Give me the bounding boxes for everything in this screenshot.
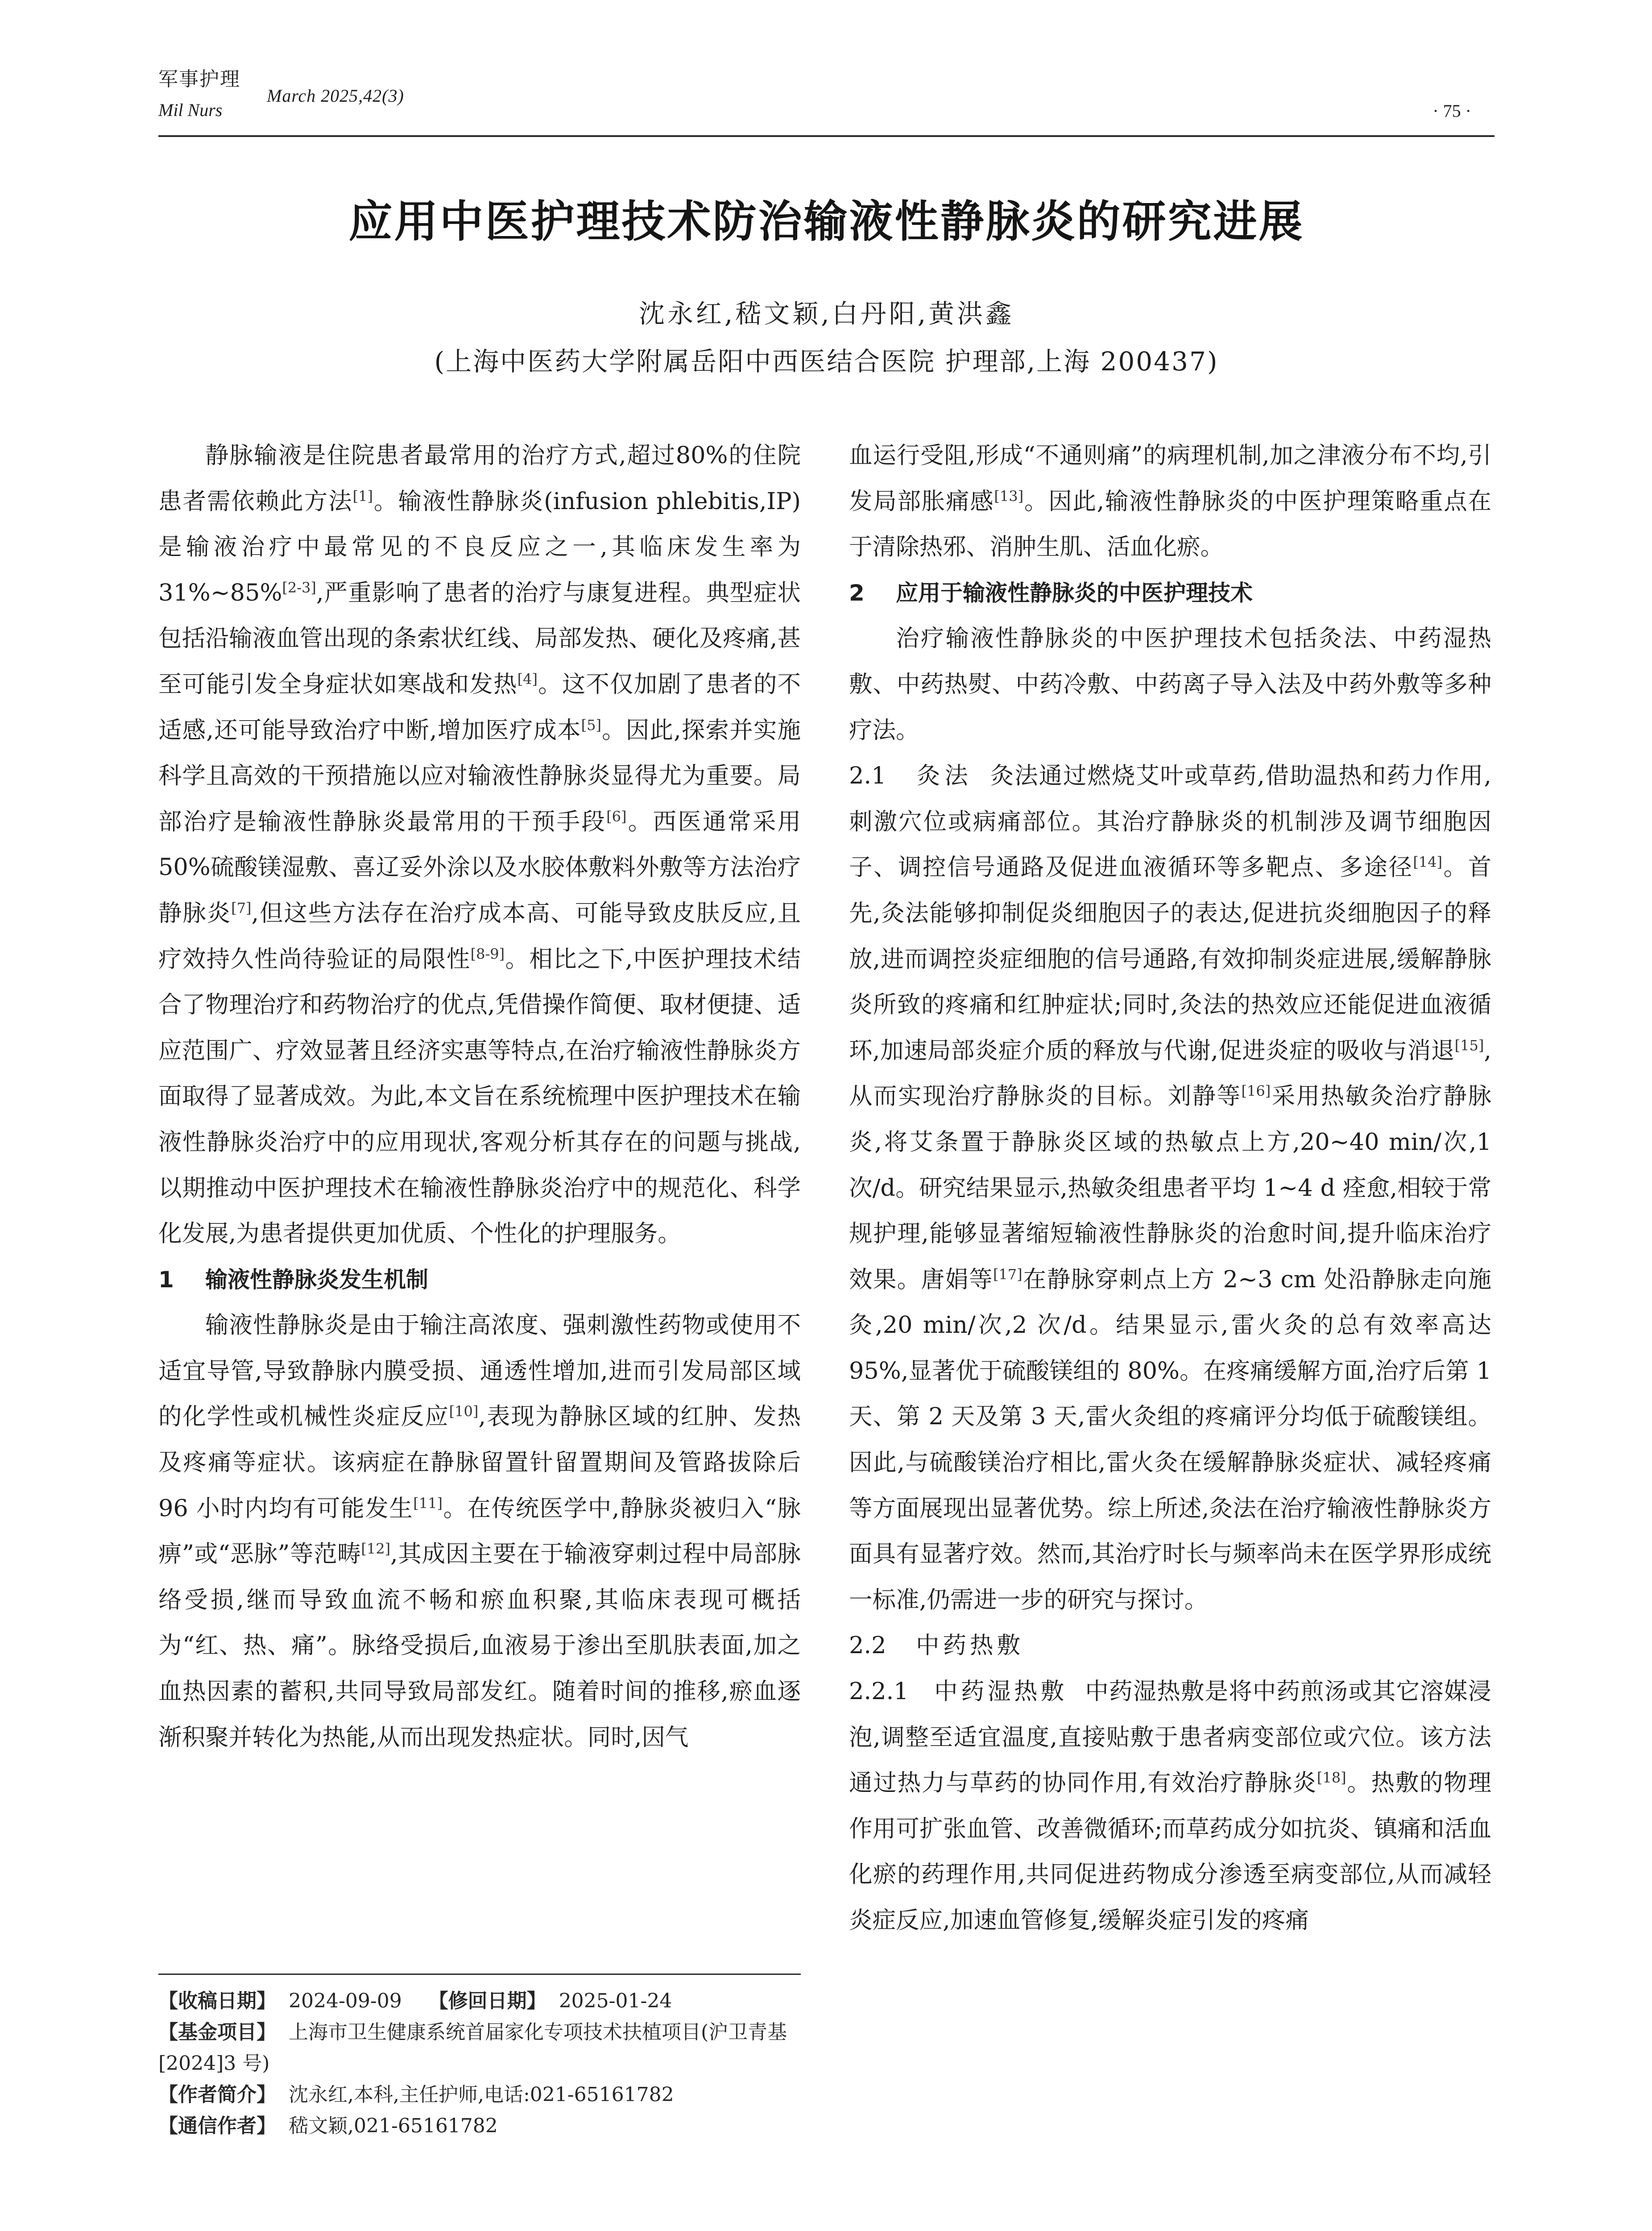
author-affiliation: (上海中医药大学附属岳阳中西医结合医院 护理部,上海 200437) [434,346,1219,377]
subsection-title: 灸法 [916,762,973,790]
text-run: 。相比之下,中医护理技术结合了物理治疗和药物治疗的优点,凭借操作简便、取材便捷、适应范围广、疗效显著且经济实惠等特点,在治疗输液性静脉炎方面取得了显著成效。为此,本文旨在系统梳理中医护理技术在输液性静脉炎治疗中的应用现状,客观分析其存在的问题与挑战,以期推动中医护理技术在输液性静脉炎治疗中的规范化、科学化发展,为患者提供更加优质、个性化的护理服务。 [158,945,801,1248]
text-run: 。热敷的物理作用可扩张血管、改善微循环;而草药成分如抗炎、镇痛和活血化瘀的药理作用,共同促进药物成分渗透至病变部位,从而减轻炎症反应,加速血管修复,缓解炎症引发的疼痛 [849,1769,1491,1934]
text-run: ,但这些方法存在治疗成本高、可能导致皮肤反应,且疗效持久性尚待验证的局限性 [158,899,801,973]
text-run: 。在传统医学中,静脉炎被归入“脉痹”或“恶脉”等范畴 [158,1494,801,1568]
citation[interactable]: [8-9] [470,945,505,962]
author-list: 沈永红,嵇文颖,白丹阳,黄洪鑫 [638,299,1014,329]
text-run: 采用热敏灸治疗静脉炎,将艾条置于静脉炎区域的热敏点上方,20~40 min/次,1 次/d。研究结果显示,热敏灸组患者平均 1~4 d 痊愈,相较于常规护理,能够显著缩短输液性静脉炎的治愈时间,提升临床治疗效果。唐娟等 [849,1082,1491,1293]
citation[interactable]: [12] [361,1540,391,1558]
citation[interactable]: [17] [993,1265,1023,1283]
article-title: 应用中医护理技术防治输液性静脉炎的研究进展 [348,196,1304,247]
section-number: 2 [849,580,865,606]
subsection-number: 2.2 [849,1632,886,1659]
citation[interactable]: [15] [1454,1037,1484,1054]
author-info-row [158,2079,801,2111]
right-column [849,433,1491,1944]
fund-label: 【基金项目】 [158,2021,276,2044]
subsection-number: 2.2.1 [849,1678,909,1705]
text-run: 中药湿热敷是将中药煎汤或其它溶媒浸泡,调整至适宜温度,直接贴敷于患者病变部位或穴位。该方法通过热力与草药的协同作用,有效治疗静脉炎 [849,1678,1491,1797]
text-run: 在静脉穿刺点上方 2~3 cm 处沿静脉走向施灸,20 min/次,2 次/d。结果显示,雷火灸的总有效率高达 95%,显著优于硫酸镁组的 80%。在疼痛缓解方面,治疗后第 1 天、第 2 天及第 3 天,雷火灸组的疼痛评分均低于硫酸镁组。因此,与硫酸镁治疗相比,雷火灸在缓解静脉炎症状、减轻疼痛等方面展现出显著优势。综上所述,灸法在治疗输液性静脉炎方面具有显著疗效。然而,其治疗时长与频率尚未在医学界形成统一标准,仍需进一步的研究与探讨。 [849,1265,1491,1613]
subsection-2-2-1 [849,1669,1491,1944]
citation[interactable]: [6] [606,808,627,825]
date-row [158,1986,801,2017]
citation[interactable]: [1] [352,487,373,505]
citation[interactable]: [5] [581,716,601,734]
subsection-title: 中药热敷 [916,1632,1024,1659]
text-run: 。输液性静脉炎(infusion phlebitis,IP)是输液治疗中最常见的不良反应之一,其临床发生率为 31%~85% [158,487,801,606]
mechanism-paragraph [158,1302,801,1760]
corresponding-row [158,2111,801,2142]
text-run: 输液性静脉炎是由于输注高浓度、强刺激性药物或使用不适宜导管,导致静脉内膜受损、通透性增加,进而引发局部区域的化学性或机械性炎症反应 [158,1311,801,1431]
subsection-2-1 [849,753,1491,1623]
received-date: 2024-09-09 [289,1990,402,2012]
subsection-title: 中药湿热敷 [934,1678,1068,1705]
text-run: 静脉输液是住院患者最常用的治疗方式,超过80%的住院患者需依赖此方法 [158,442,801,515]
author-info-label: 【作者简介】 [158,2083,276,2106]
text-run: 灸法通过燃烧艾叶或草药,借助温热和药力作用,刺激穴位或病痛部位。其治疗静脉炎的机制涉及调节细胞因子、调控信号通路及促进血液循环等多靶点、多途径 [849,762,1491,881]
section-number: 1 [158,1266,174,1293]
corresponding-text: 嵇文颖,021-65161782 [289,2115,498,2137]
left-column [158,433,801,1760]
text-run: 。西医通常采用50%硫酸镁湿敷、喜辽妥外涂以及水胶体敷料外敷等方法治疗静脉炎 [158,808,801,927]
revised-label: 【修回日期】 [428,1990,547,2012]
section-title: 应用于输液性静脉炎的中医护理技术 [896,580,1253,606]
corresponding-label: 【通信作者】 [158,2115,276,2137]
text-run: 血运行受阻,形成“不通则痛”的病理机制,加之津液分布不均,引发局部胀痛感 [849,442,1491,515]
citation[interactable]: [13] [994,487,1024,505]
subsection-number: 2.1 [849,762,886,790]
subsection-2-2 [849,1623,1491,1669]
text-run: 。因此,输液性静脉炎的中医护理策略重点在于清除热邪、消肿生肌、活血化瘀。 [849,487,1491,561]
text-run: 。因此,探索并实施科学且高效的干预措施以应对输液性静脉炎显得尤为重要。局部治疗是输液性静脉炎最常用的干预手段 [158,716,801,835]
text-run: ,其成因主要在于输液穿刺过程中局部脉络受损,继而导致血流不畅和瘀血积聚,其临床表现可概括为“红、热、痛”。脉络受损后,血液易于渗出至肌肤表面,加之血热因素的蓄积,共同导致局部发红。随着时间的推移,瘀血逐渐积聚并转化为热能,从而出现发热症状。同时,因气 [158,1540,801,1751]
citation[interactable]: [14] [1413,854,1443,871]
text-run: 。首先,灸法能够抑制促炎细胞因子的表达,促进抗炎细胞因子的释放,进而调控炎症细胞的信号通路,有效抑制炎症进展,缓解静脉炎所致的疼痛和红肿症状;同时,灸法的热效应还能促进血液循环,加速局部炎症介质的释放与代谢,促进炎症的吸收与消退 [849,854,1491,1064]
section-heading-1 [158,1257,801,1303]
article-footnote [158,1986,801,2142]
text-run: ,从而实现治疗静脉炎的目标。刘静等 [849,1037,1491,1110]
journal-name-en: Mil Nurs [158,100,223,120]
text-run: ,表现为静脉区域的红肿、发热及疼痛等症状。该病症在静脉留置针留置期间及管路拔除后 96 小时内均有可能发生 [158,1403,801,1522]
citation[interactable]: [4] [517,670,538,688]
citation[interactable]: [2-3] [282,579,316,596]
author-info-text: 沈永红,本科,主任护师,电话:021-65161782 [289,2083,674,2106]
text-run: ,严重影响了患者的治疗与康复进程。典型症状包括沿输液血管出现的条索状红线、局部发热、硬化及疼痛,甚至可能引发全身症状如寒战和发热 [158,579,801,698]
section-heading-2 [849,570,1491,616]
fund-text: 上海市卫生健康系统首届家化专项技术扶植项目(沪卫青基[2024]3 号) [158,2021,787,2075]
journal-name-cn: 军事护理 [158,68,240,91]
citation[interactable]: [18] [1317,1769,1346,1787]
received-label: 【收稿日期】 [158,1990,276,2012]
intro-paragraph [158,433,801,1257]
section-title: 输液性静脉炎发生机制 [205,1266,428,1293]
citation[interactable]: [16] [1241,1082,1271,1100]
header-rule [158,135,1495,137]
continued-paragraph [849,433,1491,570]
techniques-paragraph: 治疗输液性静脉炎的中医护理技术包括灸法、中药湿热敷、中药热熨、中药冷敷、中药离子导入法及中药外敷等多种疗法。 [849,625,1491,744]
citation[interactable]: [11] [413,1494,443,1512]
citation[interactable]: [7] [231,899,252,916]
page-number: · 75 · [1433,101,1471,121]
text-run: 。这不仅加剧了患者的不适感,还可能导致治疗中断,增加医疗成本 [158,670,801,744]
revised-date: 2025-01-24 [559,1990,672,2012]
footnote-rule [158,1974,801,1975]
journal-issue: March 2025,42(3) [267,86,404,106]
fund-row [158,2017,801,2079]
citation[interactable]: [10] [449,1403,479,1420]
